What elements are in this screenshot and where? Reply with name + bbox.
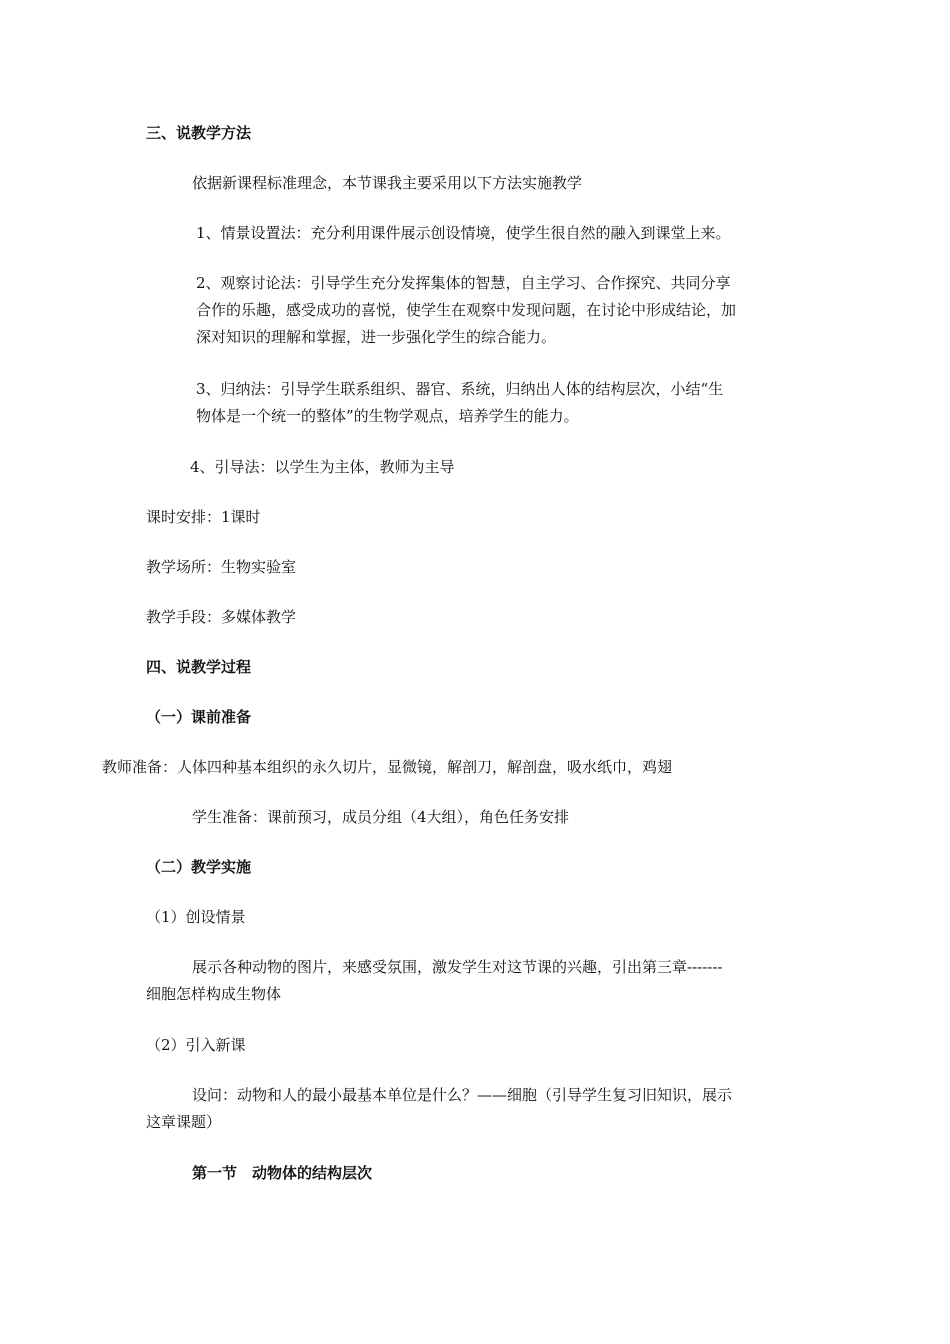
section-4-heading: 四、说教学过程	[146, 658, 252, 676]
step-1-heading: （1）创设情景	[146, 908, 246, 926]
subsection-1-heading: （一）课前准备	[146, 708, 252, 726]
teaching-means: 教学手段：多媒体教学	[146, 608, 297, 626]
step-2-line-1: 设问：动物和人的最小最基本单位是什么？——细胞（引导学生复习旧知识，展示	[192, 1086, 733, 1104]
step-1-line-1: 展示各种动物的图片，来感受氛围，激发学生对这节课的兴趣，引出第三章-------	[192, 958, 723, 976]
method-2-line-1: 2、观察讨论法：引导学生充分发挥集体的智慧，自主学习、合作探究、共同分享	[196, 274, 731, 292]
teacher-preparation: 教师准备：人体四种基本组织的永久切片，显微镜，解剖刀，解剖盘，吸水纸巾，鸡翅	[102, 758, 673, 776]
subsection-2-heading: （二）教学实施	[146, 858, 252, 876]
step-2-line-2: 这章课题）	[146, 1113, 222, 1131]
section-3-intro: 依据新课程标准理念，本节课我主要采用以下方法实施教学	[192, 174, 583, 192]
class-hours: 课时安排：1课时	[146, 508, 261, 526]
method-1: 1、情景设置法：充分利用课件展示创设情境，使学生很自然的融入到课堂上来。	[196, 224, 731, 242]
step-2-heading: （2）引入新课	[146, 1036, 246, 1054]
teaching-venue: 教学场所：生物实验室	[146, 558, 297, 576]
method-2-line-2: 合作的乐趣，感受成功的喜悦，使学生在观察中发现问题，在讨论中形成结论，加	[196, 301, 737, 319]
student-preparation: 学生准备：课前预习，成员分组（4大组），角色任务安排	[192, 808, 570, 826]
method-4: 4、引导法：以学生为主体，教师为主导	[190, 458, 455, 476]
step-1-line-2: 细胞怎样构成生物体	[146, 985, 282, 1003]
method-3-line-2: 物体是一个统一的整体”的生物学观点，培养学生的能力。	[196, 407, 579, 425]
method-3-line-1: 3、归纳法：引导学生联系组织、器官、系统，归纳出人体的结构层次，小结“生	[196, 380, 724, 398]
lesson-title: 第一节 动物体的结构层次	[192, 1164, 373, 1182]
method-2-line-3: 深对知识的理解和掌握，进一步强化学生的综合能力。	[196, 328, 557, 346]
section-3-heading: 三、说教学方法	[146, 124, 252, 142]
